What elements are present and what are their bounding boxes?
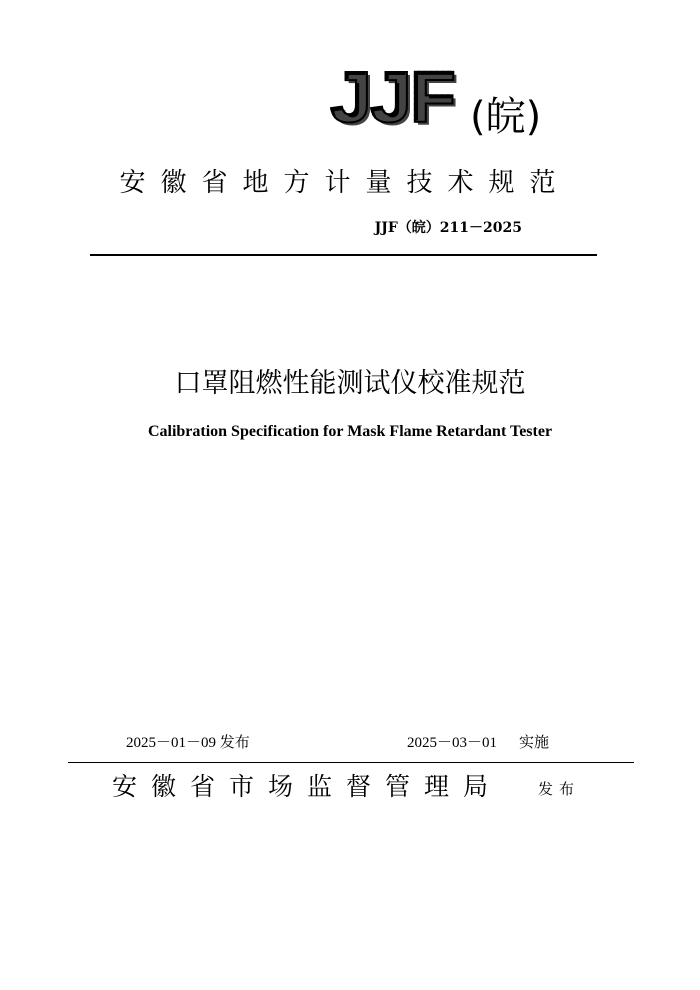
jjf-logo: [330, 58, 560, 146]
footer-divider: [68, 762, 634, 763]
jjf-logo-province: (皖): [470, 94, 542, 140]
header-divider: [90, 254, 597, 256]
document-title-english: Calibration Specification for Mask Flame Retardant Tester: [147, 423, 553, 440]
issuing-authority: 安徽省市场监督管理局: [112, 772, 503, 801]
org-title: 安徽省地方计量技术规范: [119, 168, 571, 198]
implementation-date-line: [407, 732, 549, 754]
document-title-chinese: 口罩阻燃性能测试仪校准规范: [174, 368, 526, 399]
implementation-label: 实施: [519, 735, 550, 751]
document-number: JJF（皖）211－2025: [374, 220, 522, 236]
release-date: 2025－01－09 发布: [126, 735, 250, 751]
jjf-logo-letters: JJF: [330, 58, 454, 138]
issuing-label: 发布: [538, 780, 581, 798]
implementation-date: 2025－03－01: [407, 735, 498, 751]
